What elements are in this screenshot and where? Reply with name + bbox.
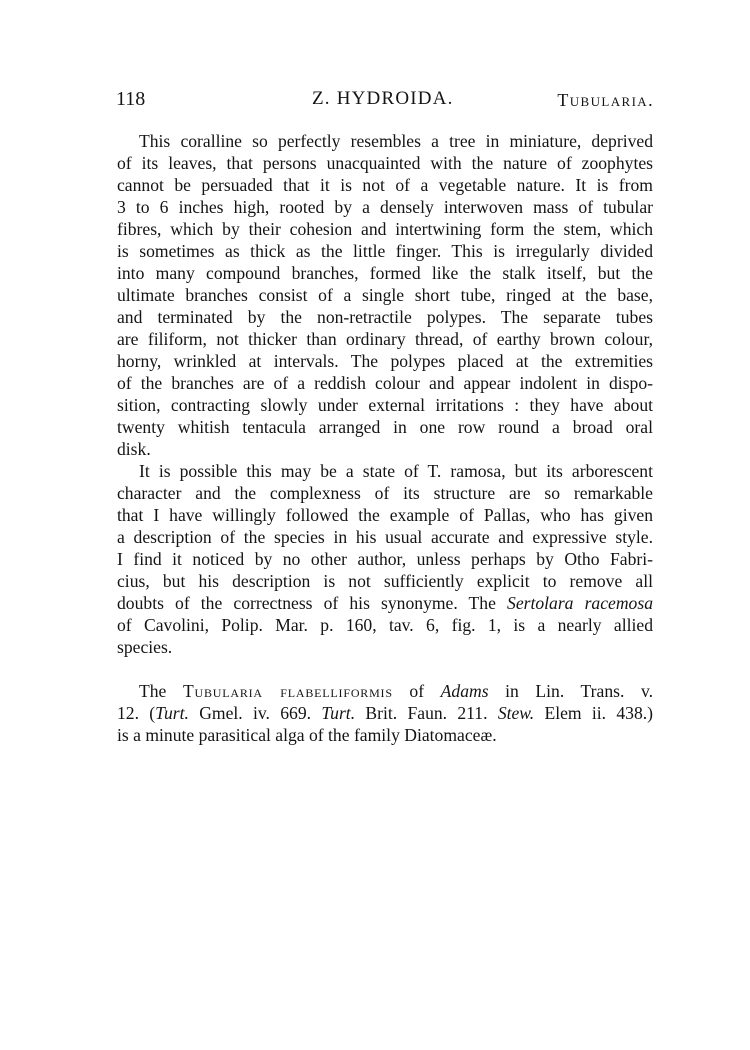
citation-italic: Turt. (155, 703, 189, 723)
text-line: is sometimes as thick as the little finger. This is irregularly divided (117, 241, 653, 261)
text-fragment: Brit. Faun. 211. (355, 703, 498, 723)
text-line: into many compound branches, formed like the stalk itself, but the (117, 263, 653, 283)
text-fragment: doubts of the correctness of his synonyme. The (117, 593, 508, 613)
text-line: cius, but his description is not sufficiently explicit to remove all (117, 571, 653, 591)
text-line: are filiform, not thicker than ordinary thread, of earthy brown colour, (117, 329, 653, 349)
text-fragment: of (392, 681, 441, 701)
text-fragment: 12. ( (117, 703, 156, 723)
author-italic: Adams (440, 681, 489, 701)
text-fragment: The (139, 681, 183, 701)
genus-heading: Tubularia. (557, 90, 654, 110)
paragraph-description (117, 130, 653, 460)
text-fragment: Gmel. iv. 669. (188, 703, 322, 723)
text-line (117, 592, 653, 614)
running-head (116, 88, 654, 116)
page-number: 118 (116, 88, 146, 110)
text-line: fibres, which by their cohesion and intertwining form the stem, which (117, 219, 653, 239)
text-line: disk. (117, 439, 151, 459)
text-line: of its leaves, that persons unacquainted with the nature of zoophytes (117, 153, 653, 173)
text-line: horny, wrinkled at intervals. The polypes placed at the extremities (117, 351, 653, 371)
text-line: I find it noticed by no other author, unless perhaps by Otho Fabri- (117, 549, 653, 569)
text-fragment: Elem ii. 438.) (534, 703, 654, 723)
text-line: This coralline so perfectly resembles a tree in miniature, deprived (139, 131, 653, 151)
species-name-small-caps: Tubularia flabelliformis (182, 681, 393, 701)
text-line: is a minute parasitical alga of the family Diatomaceæ. (117, 725, 497, 745)
text-line: that I have willingly followed the example of Pallas, who has given (117, 505, 653, 525)
text-line: ultimate branches consist of a single short tube, ringed at the base, (117, 285, 653, 305)
species-reference-italic: Sertolara racemosa (507, 593, 653, 613)
text-line (117, 680, 653, 702)
paragraph-spacer (117, 658, 653, 680)
section-title: Z. HYDROIDA. (312, 88, 454, 109)
text-line: of the branches are of a reddish colour and appear indolent in dispo- (117, 373, 653, 393)
text-line: sition, contracting slowly under external irritations : they have about (117, 395, 653, 415)
text-fragment: in Lin. Trans. v. (488, 681, 653, 701)
text-line: character and the complexness of its structure are so remarkable (117, 483, 653, 503)
text-line: 3 to 6 inches high, rooted by a densely interwoven mass of tubular (117, 197, 653, 217)
paragraph-remarks (117, 460, 653, 658)
text-line (117, 702, 653, 724)
text-line: cannot be persuaded that it is not of a vegetable nature. It is from (117, 175, 653, 195)
body-text (117, 130, 653, 746)
text-line: and terminated by the non-retractile polypes. The separate tubes (117, 307, 653, 327)
text-line: of Cavolini, Polip. Mar. p. 160, tav. 6, fig. 1, is a nearly allied (117, 615, 653, 635)
text-line: It is possible this may be a state of T. ramosa, but its arborescent (139, 461, 653, 481)
paragraph-note (117, 680, 653, 746)
citation-italic: Stew. (497, 703, 535, 723)
text-line: twenty whitish tentacula arranged in one row round a broad oral (117, 417, 653, 437)
text-line: a description of the species in his usual accurate and expressive style. (117, 527, 653, 547)
citation-italic: Turt. (321, 703, 356, 723)
text-line: species. (117, 637, 173, 657)
